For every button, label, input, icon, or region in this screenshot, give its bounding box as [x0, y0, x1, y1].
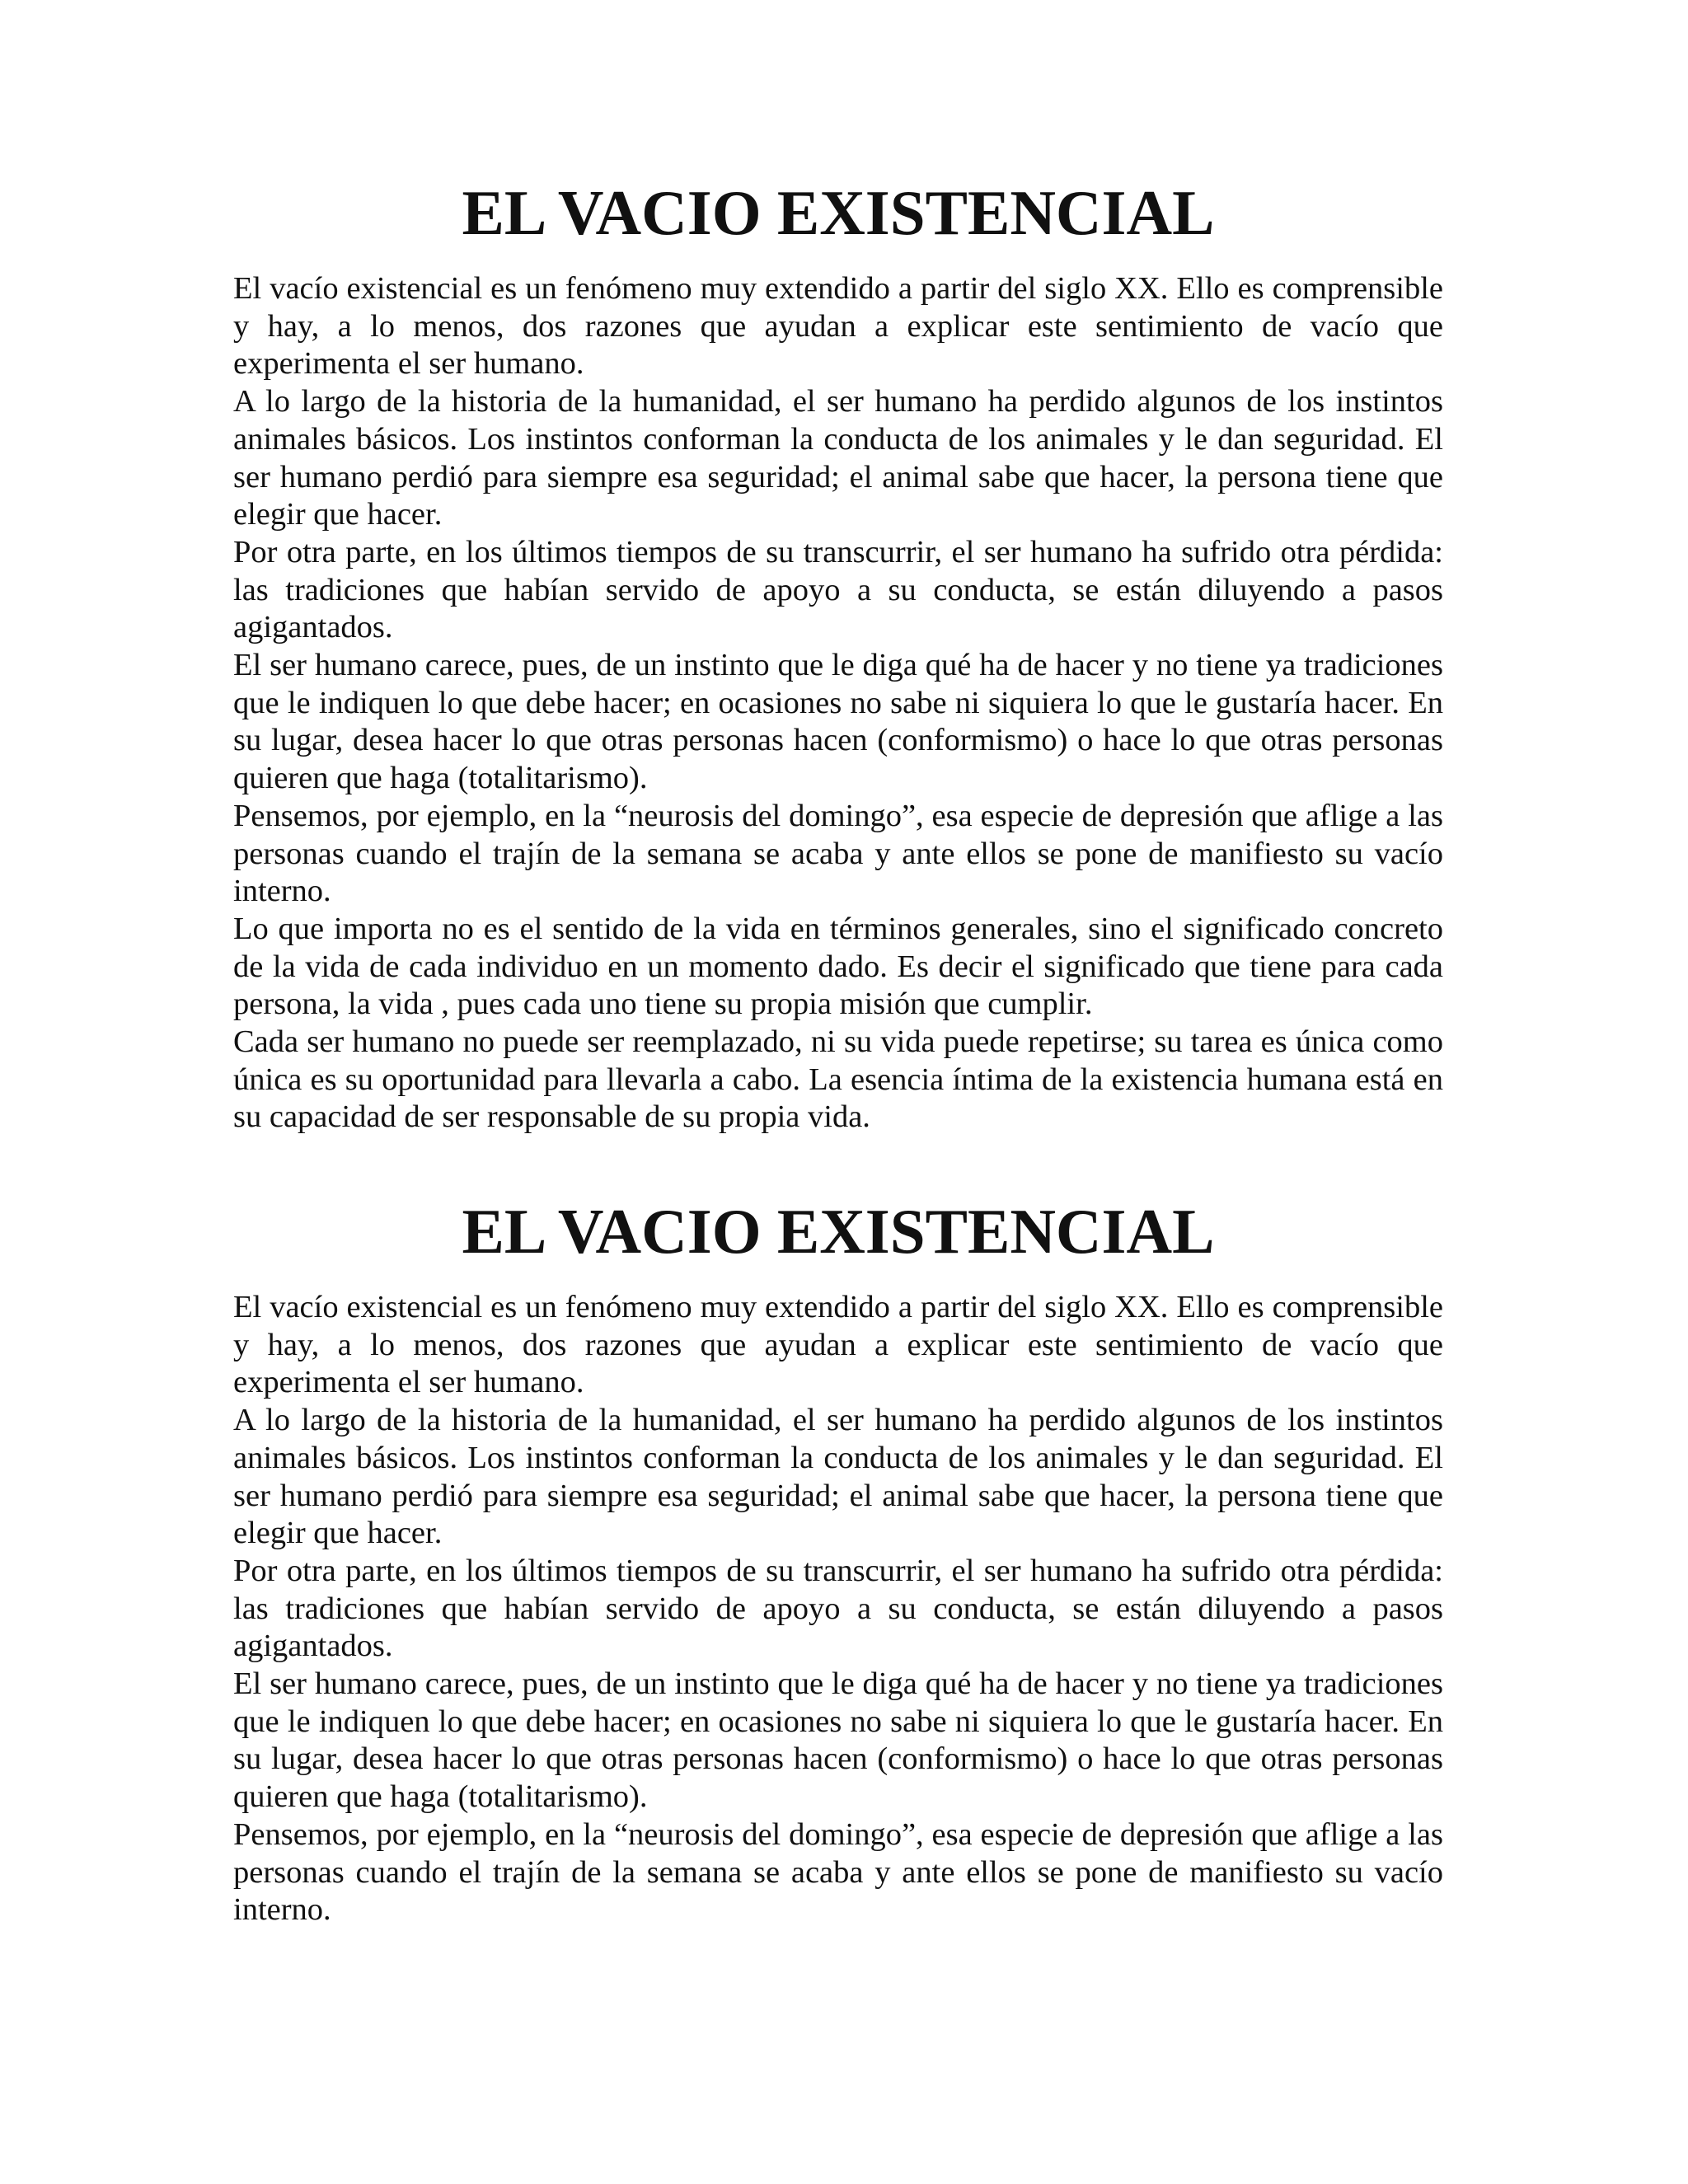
- section-title: EL VACIO EXISTENCIAL: [462, 177, 1215, 248]
- section-body: [233, 1289, 1443, 1929]
- paragraph: El vacío existencial es un fenómeno muy extendido a partir del siglo XX. Ello es comprensible y hay, a lo menos, dos razones que ayudan a explicar este sentimiento de vacío que experimenta el ser humano.: [233, 271, 1443, 382]
- paragraph: Lo que importa no es el sentido de la vida en términos generales, sino el significado concreto de la vida de cada individuo en un momento dado. Es decir el significado que tiene para cada persona, la vida , pues cada uno tiene su propia misión que cumplir.: [233, 911, 1443, 1022]
- paragraph: Cada ser humano no puede ser reemplazado, ni su vida puede repetirse; su tarea es única como única es su oportunidad para llevarla a cabo. La esencia íntima de la existencia humana está en su capacidad de ser responsable de su propia vida.: [233, 1024, 1443, 1135]
- paragraph: Pensemos, por ejemplo, en la “neurosis del domingo”, esa especie de depresión que aflige a las personas cuando el trajín de la semana se acaba y ante ellos se pone de manifiesto su vacío interno.: [233, 798, 1443, 909]
- paragraph: A lo largo de la historia de la humanidad, el ser humano ha perdido algunos de los instintos animales básicos. Los instintos conforman la conducta de los animales y le dan seguridad. El ser humano perdió para siempre esa seguridad; el animal sabe que hacer, la persona tiene que elegir que hacer.: [233, 384, 1443, 532]
- section-body: [233, 270, 1443, 1137]
- document-section-1: [233, 177, 1443, 1137]
- section-title: EL VACIO EXISTENCIAL: [462, 1196, 1215, 1267]
- document-section-2: [233, 1196, 1443, 1929]
- paragraph: El vacío existencial es un fenómeno muy extendido a partir del siglo XX. Ello es comprensible y hay, a lo menos, dos razones que ayudan a explicar este sentimiento de vacío que experimenta el ser humano.: [233, 1290, 1443, 1400]
- paragraph: Por otra parte, en los últimos tiempos de su transcurrir, el ser humano ha sufrido otra pérdida: las tradiciones que habían servido de apoyo a su conducta, se están diluyendo a pasos agigantados.: [233, 1553, 1443, 1664]
- paragraph: Pensemos, por ejemplo, en la “neurosis del domingo”, esa especie de depresión que aflige a las personas cuando el trajín de la semana se acaba y ante ellos se pone de manifiesto su vacío interno.: [233, 1816, 1443, 1928]
- paragraph: Por otra parte, en los últimos tiempos de su transcurrir, el ser humano ha sufrido otra pérdida: las tradiciones que habían servido de apoyo a su conducta, se están diluyendo a pasos agigantados.: [233, 534, 1443, 645]
- paragraph: El ser humano carece, pues, de un instinto que le diga qué ha de hacer y no tiene ya tradiciones que le indiquen lo que debe hacer; en ocasiones no sabe ni siquiera lo que le gustaría hacer. En su lugar, desea hacer lo que otras personas hacen (conformismo) o hace lo que otras personas quieren que haga (totalitarismo).: [233, 648, 1443, 796]
- paragraph: El ser humano carece, pues, de un instinto que le diga qué ha de hacer y no tiene ya tradiciones que le indiquen lo que debe hacer; en ocasiones no sabe ni siquiera lo que le gustaría hacer. En su lugar, desea hacer lo que otras personas hacen (conformismo) o hace lo que otras personas quieren que haga (totalitarismo).: [233, 1666, 1443, 1815]
- paragraph: A lo largo de la historia de la humanidad, el ser humano ha perdido algunos de los instintos animales básicos. Los instintos conforman la conducta de los animales y le dan seguridad. El ser humano perdió para siempre esa seguridad; el animal sabe que hacer, la persona tiene que elegir que hacer.: [233, 1403, 1443, 1551]
- document-page: [233, 177, 1443, 1928]
